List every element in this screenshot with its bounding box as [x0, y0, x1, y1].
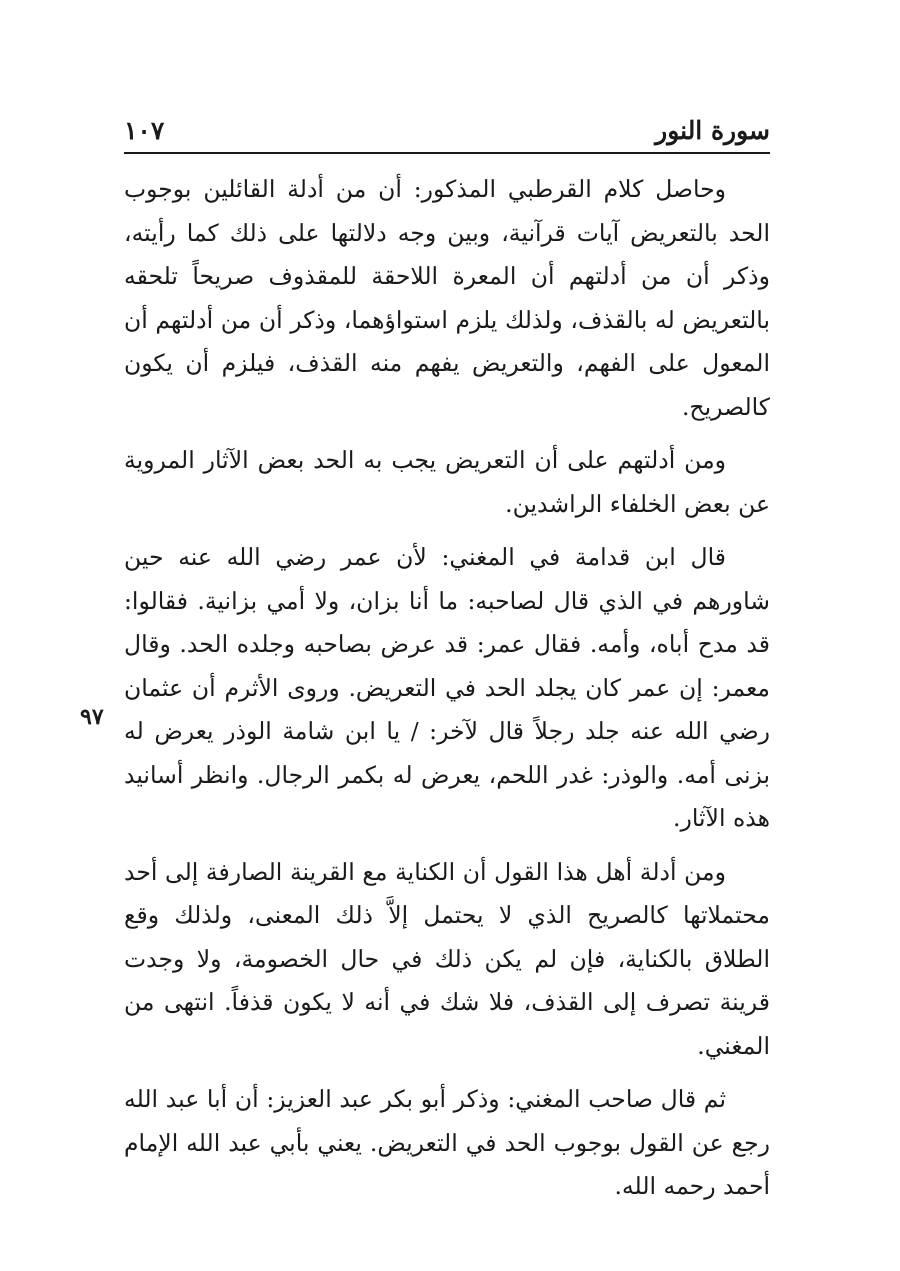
- running-title: سورة النور: [655, 116, 770, 145]
- paragraph-2: ومن أدلتهم على أن التعريض يجب به الحد بعض الآثار المروية عن بعض الخلفاء الراشدين.: [124, 446, 770, 518]
- margin-page-reference: ٩٧: [80, 704, 104, 730]
- paragraph-3: قال ابن قدامة في المغني: لأن عمر رضي الله عنه حين شاورهم في الذي قال لصاحبه: ما أنا بزان، ولا أمي بزانية. فقالوا: قد مدح أباه، وأمه. فقال عمر: قد عرض بصاحبه وجلده الحد. وقال معمر: إن عمر كان يجلد الحد في التعريض. وروى الأثرم أن عثمان رضي الله عنه جلد رجلاً قال لآخر: / يا ابن شامة الوذر يعرض له بزنى أمه. والوذر: غدر اللحم، يعرض له بكمر الرجال. وانظر أسانيد هذه الآثار.: [124, 543, 770, 832]
- paragraph-5: ثم قال صاحب المغني: وذكر أبو بكر عبد العزيز: أن أبا عبد الله رجع عن القول بوجوب الحد في التعريض. يعني بأبي عبد الله الإمام أحمد رحمه الله.: [124, 1085, 770, 1200]
- header-divider: [124, 152, 770, 154]
- paragraph-4: ومن أدلة أهل هذا القول أن الكناية مع القرينة الصارفة إلى أحد محتملاتها كالصريح الذي لا يحتمل إلاَّ ذلك المعنى، ولذلك وقع الطلاق بالكناية، فإن لم يكن ذلك في حال الخصومة، ولا وجدت قرينة تصرف إلى القذف، فلا شك في أنه لا يكون قذفاً. انتهى من المغني.: [124, 857, 770, 1060]
- page-number: ١٠٧: [124, 116, 165, 145]
- paragraph-1: وحاصل كلام القرطبي المذكور: أن من أدلة القائلين بوجوب الحد بالتعريض آيات قرآنية، وبين وجه دلالتها على ذلك كما رأيته، وذكر أن من أدلتهم أن المعرة اللاحقة للمقذوف صريحاً تلحقه بالتعريض له بالقذف، ولذلك يلزم استواؤهما، وذكر أن من أدلتهم أن المعول على الفهم، والتعريض يفهم منه القذف، فيلزم أن يكون كالصريح.: [124, 175, 770, 421]
- body-text: [124, 168, 770, 1219]
- page-header: [124, 112, 770, 150]
